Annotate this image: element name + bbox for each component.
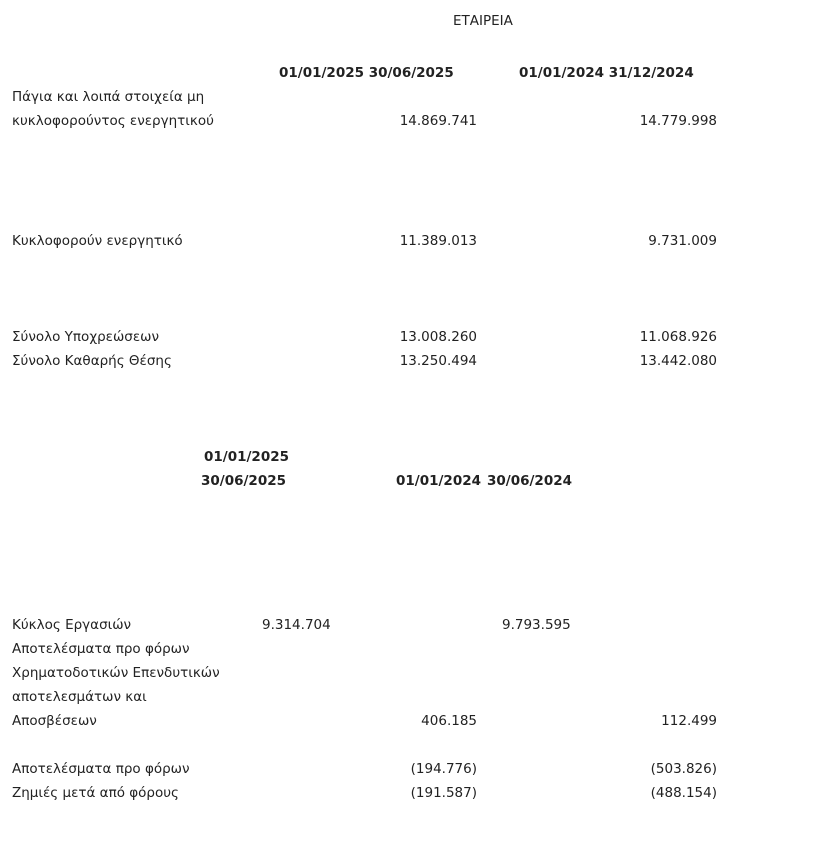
results-col2-header-start: 01/01/2024 [396,473,482,489]
row-label: κυκλοφορούντος ενεργητικού [12,113,214,129]
row-label: Ζημιές μετά από φόρους [12,785,179,801]
row-label: Κύκλος Εργασιών [12,617,132,633]
balance-col1-header: 01/01/2025 30/06/2025 [279,65,454,81]
row-value-2025: 14.869.741 [399,113,477,129]
row-label: Αποτελέσματα προ φόρων [12,641,190,657]
company-header: ΕΤΑΙΡΕΙΑ [453,13,513,29]
row-value-2025: 13.250.494 [399,353,477,369]
balance-col2-header: 01/01/2024 31/12/2024 [519,65,694,81]
row-value-2024: (488.154) [650,785,717,801]
row-value-2024: 112.499 [661,713,717,729]
row-label: αποτελεσμάτων και [12,689,147,705]
row-value-2024: 9.731.009 [648,233,717,249]
row-value-2024: (503.826) [650,761,717,777]
row-label: Αποτελέσματα προ φόρων [12,761,190,777]
results-col1-header-line1: 01/01/2025 [204,449,290,465]
row-value-2025: 9.314.704 [262,617,331,633]
row-value-2024: 13.442.080 [639,353,717,369]
row-label: Πάγια και λοιπά στοιχεία μη [12,89,205,105]
row-value-2025: 13.008.260 [399,329,477,345]
row-value-2025: (194.776) [410,761,477,777]
row-value-2025: (191.587) [410,785,477,801]
row-label: Κυκλοφορούν ενεργητικό [12,233,183,249]
row-value-2024: 14.779.998 [639,113,717,129]
results-col1-header-line2: 30/06/2025 [201,473,287,489]
row-value-2025: 11.389.013 [399,233,477,249]
row-value-2024: 9.793.595 [502,617,571,633]
row-value-2024: 11.068.926 [639,329,717,345]
row-label: Χρηματοδοτικών Επενδυτικών [12,665,220,681]
results-col2-header-end: 30/06/2024 [487,473,573,489]
row-label: Σύνολο Καθαρής Θέσης [12,353,172,369]
row-label: Αποσβέσεων [12,713,97,729]
row-label: Σύνολο Υποχρεώσεων [12,329,159,345]
row-value-2025: 406.185 [421,713,477,729]
